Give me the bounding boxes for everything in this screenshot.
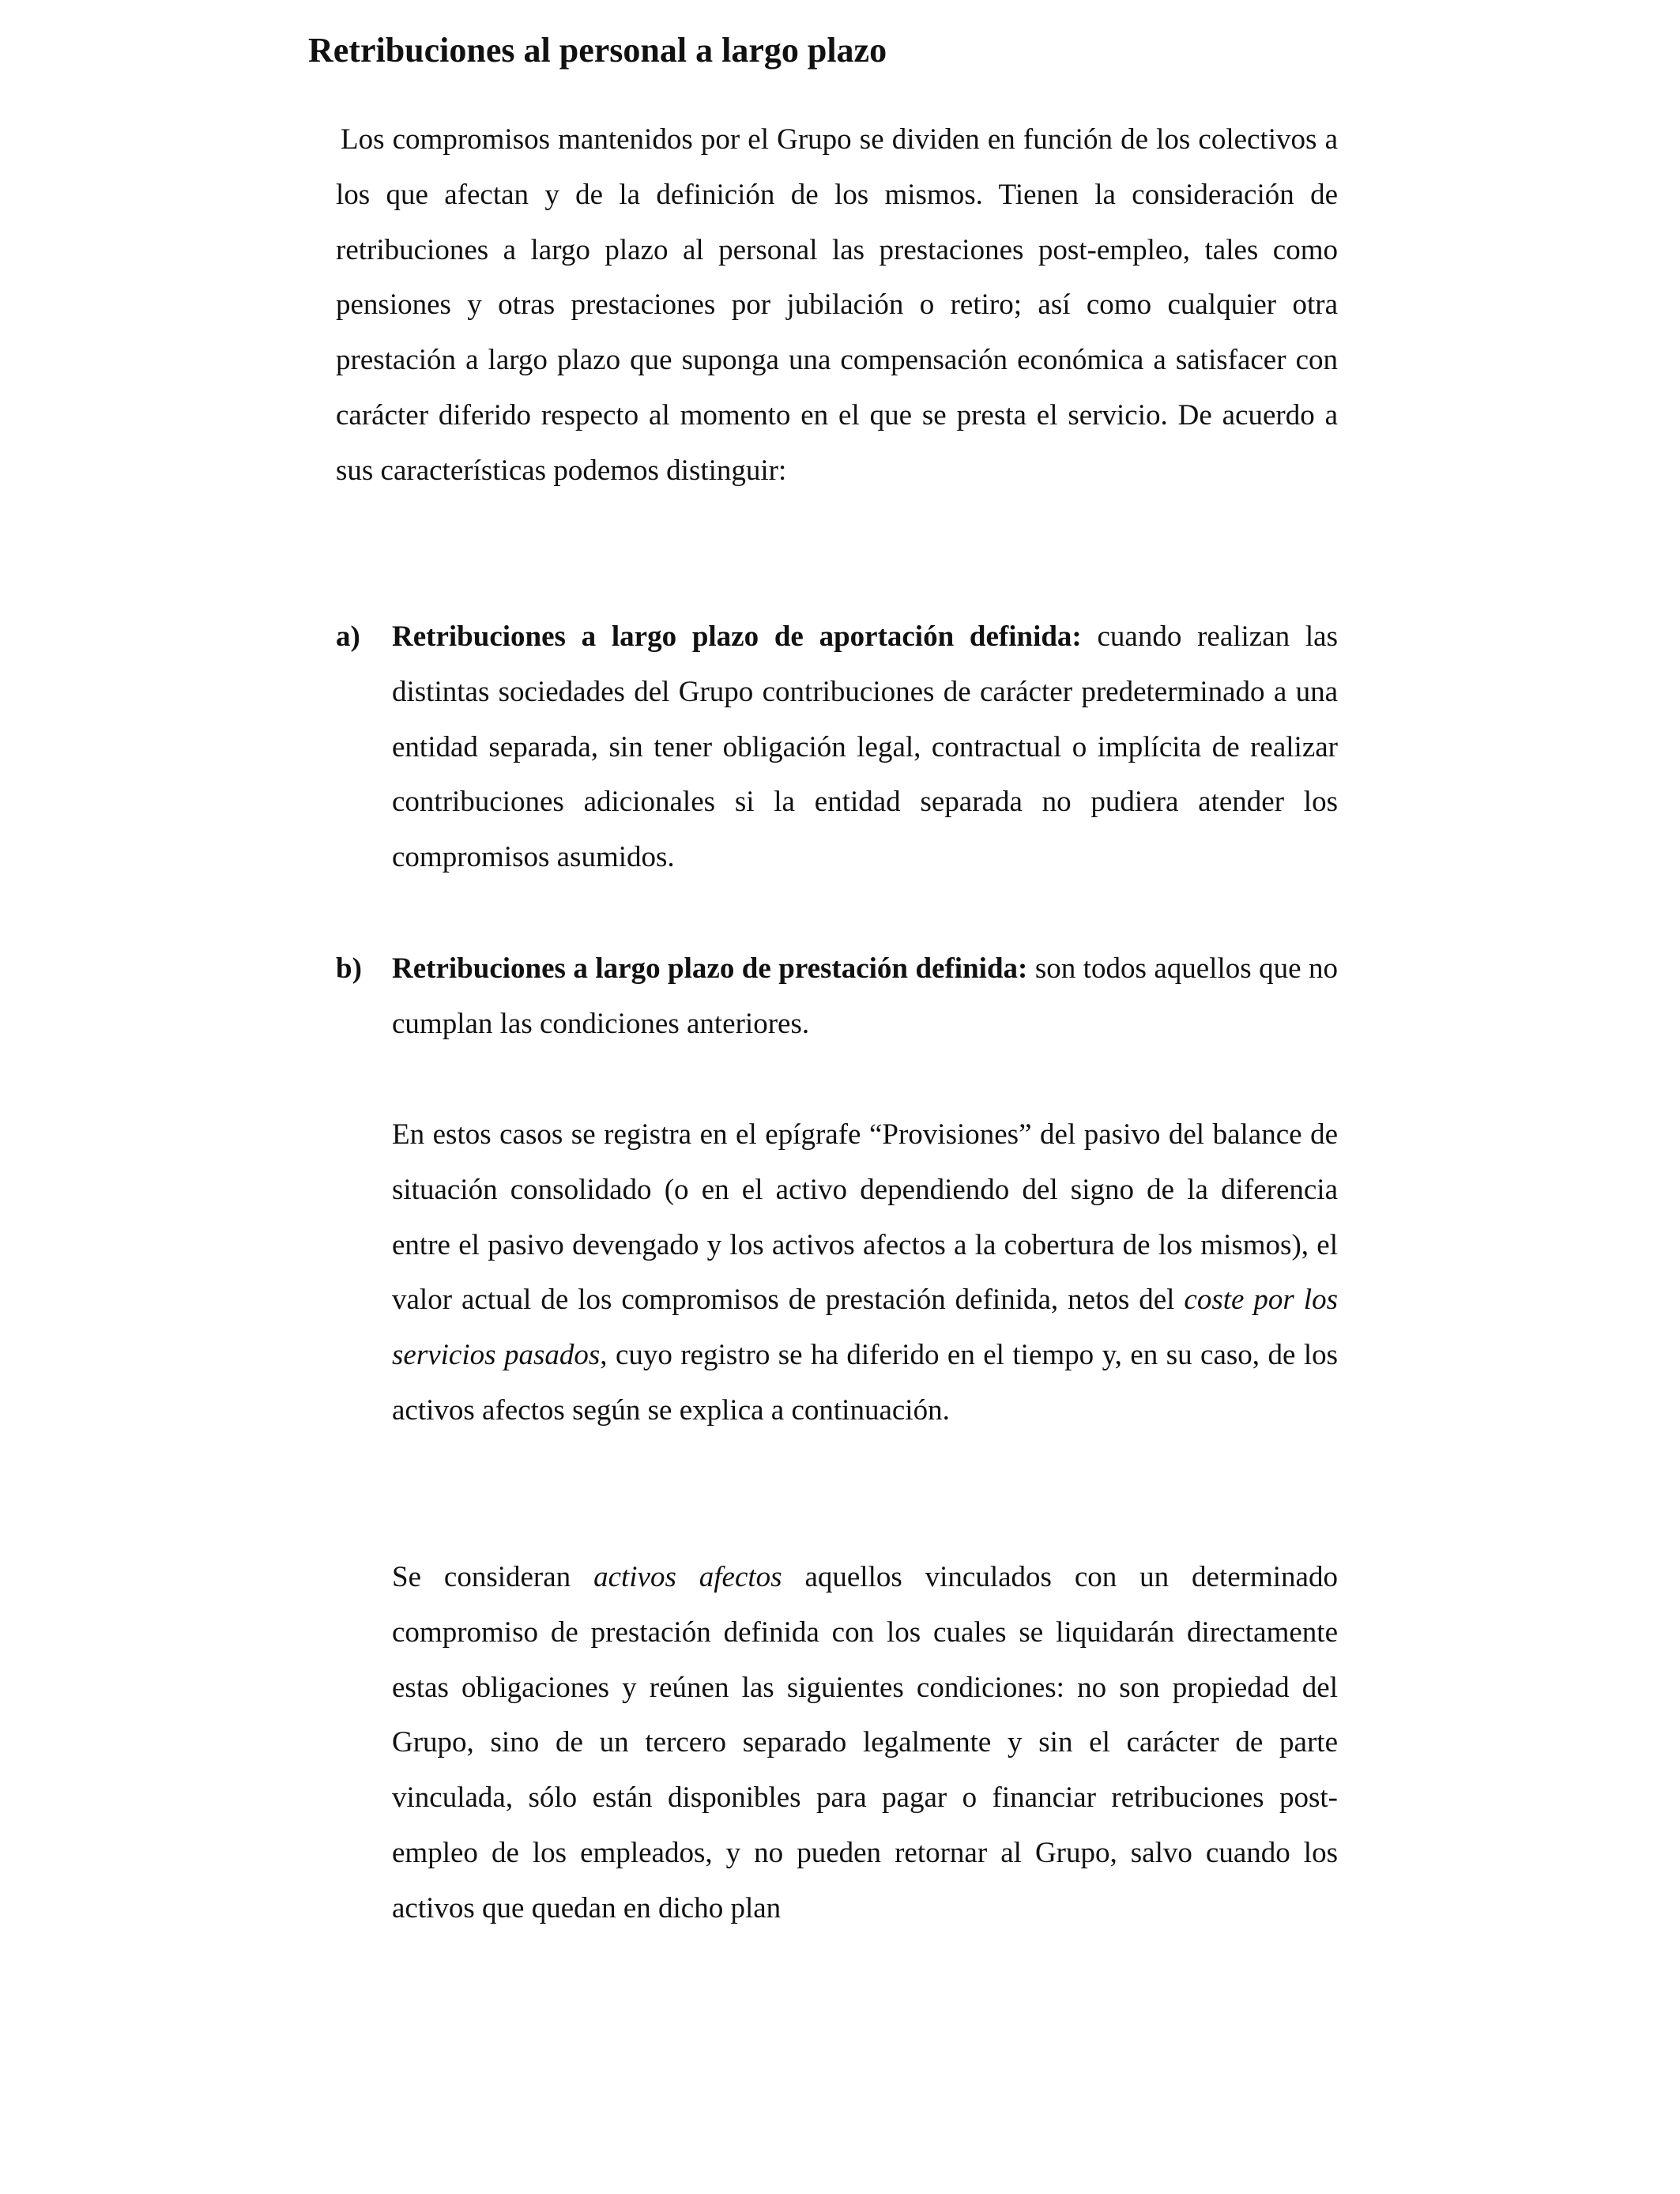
list-marker-a: a) <box>336 620 360 653</box>
list-marker-b: b) <box>336 952 362 985</box>
list-item-a-heading: Retribuciones a largo plazo de aportación definida: <box>392 620 1082 653</box>
list-item-b-text: son todos aquellos que no cumplan las condiciones anteriores. <box>392 952 1338 1040</box>
assets-text-end: aquellos vinculados con un determinado compromiso de prestación definida con los cuales se liquidarán directamente estas obligaciones y reúnen las siguientes condiciones: no son propiedad del Grupo, sino de un tercero separado legalmente y sin el carácter de parte vinculada, sólo están disponibles para pagar o financiar retribuciones post-empleo de los empleados, y no pueden retornar al Grupo, salvo cuando los activos que quedan en dicho plan <box>392 1561 1338 1924</box>
list-item-a-body <box>392 609 1338 885</box>
assets-paragraph <box>392 1550 1338 1936</box>
assets-italic-term: activos afectos <box>593 1561 782 1593</box>
provisions-text-start: En estos casos se registra en el epígrafe “Provisiones” del pasivo del balance de situación consolidado (o en el activo dependiendo del signo de la diferencia entre el pasivo devengado y los activos afectos a la cobertura de los mismos), el valor actual de los compromisos de prestación definida, netos del <box>392 1118 1338 1317</box>
provisions-italic-term: coste por los servicios pasados <box>392 1284 1338 1372</box>
list-item-a-text: cuando realizan las distintas sociedades del Grupo contribuciones de carácter predeterminado a una entidad separada, sin tener obligación legal, contractual o implícita de realizar contribuciones adicionales si la entidad separada no pudiera atender los compromisos asumidos. <box>392 620 1338 874</box>
provisions-text-end: , cuyo registro se ha diferido en el tiempo y, en su caso, de los activos afectos según se explica a continuación. <box>392 1339 1339 1427</box>
list-item-b-heading: Retribuciones a largo plazo de prestación definida: <box>392 952 1028 985</box>
intro-paragraph: Los compromisos mantenidos por el Grupo se dividen en función de los colectivos a los que afectan y de la definición de los mismos. Tienen la consideración de retribuciones a largo plazo al personal las prestaciones post-empleo, tales como pensiones y otras prestaciones por jubilación o retiro; así como cualquier otra prestación a largo plazo que suponga una compensación económica a satisfacer con carácter diferido respecto al momento en el que se presta el servicio. De acuerdo a sus características podemos distinguir: <box>336 123 1338 487</box>
assets-text-start: Se consideran <box>392 1561 594 1593</box>
section-title: Retribuciones al personal a largo plazo <box>308 31 887 70</box>
list-item-b-body <box>392 941 1338 1052</box>
provisions-paragraph <box>392 1107 1338 1438</box>
